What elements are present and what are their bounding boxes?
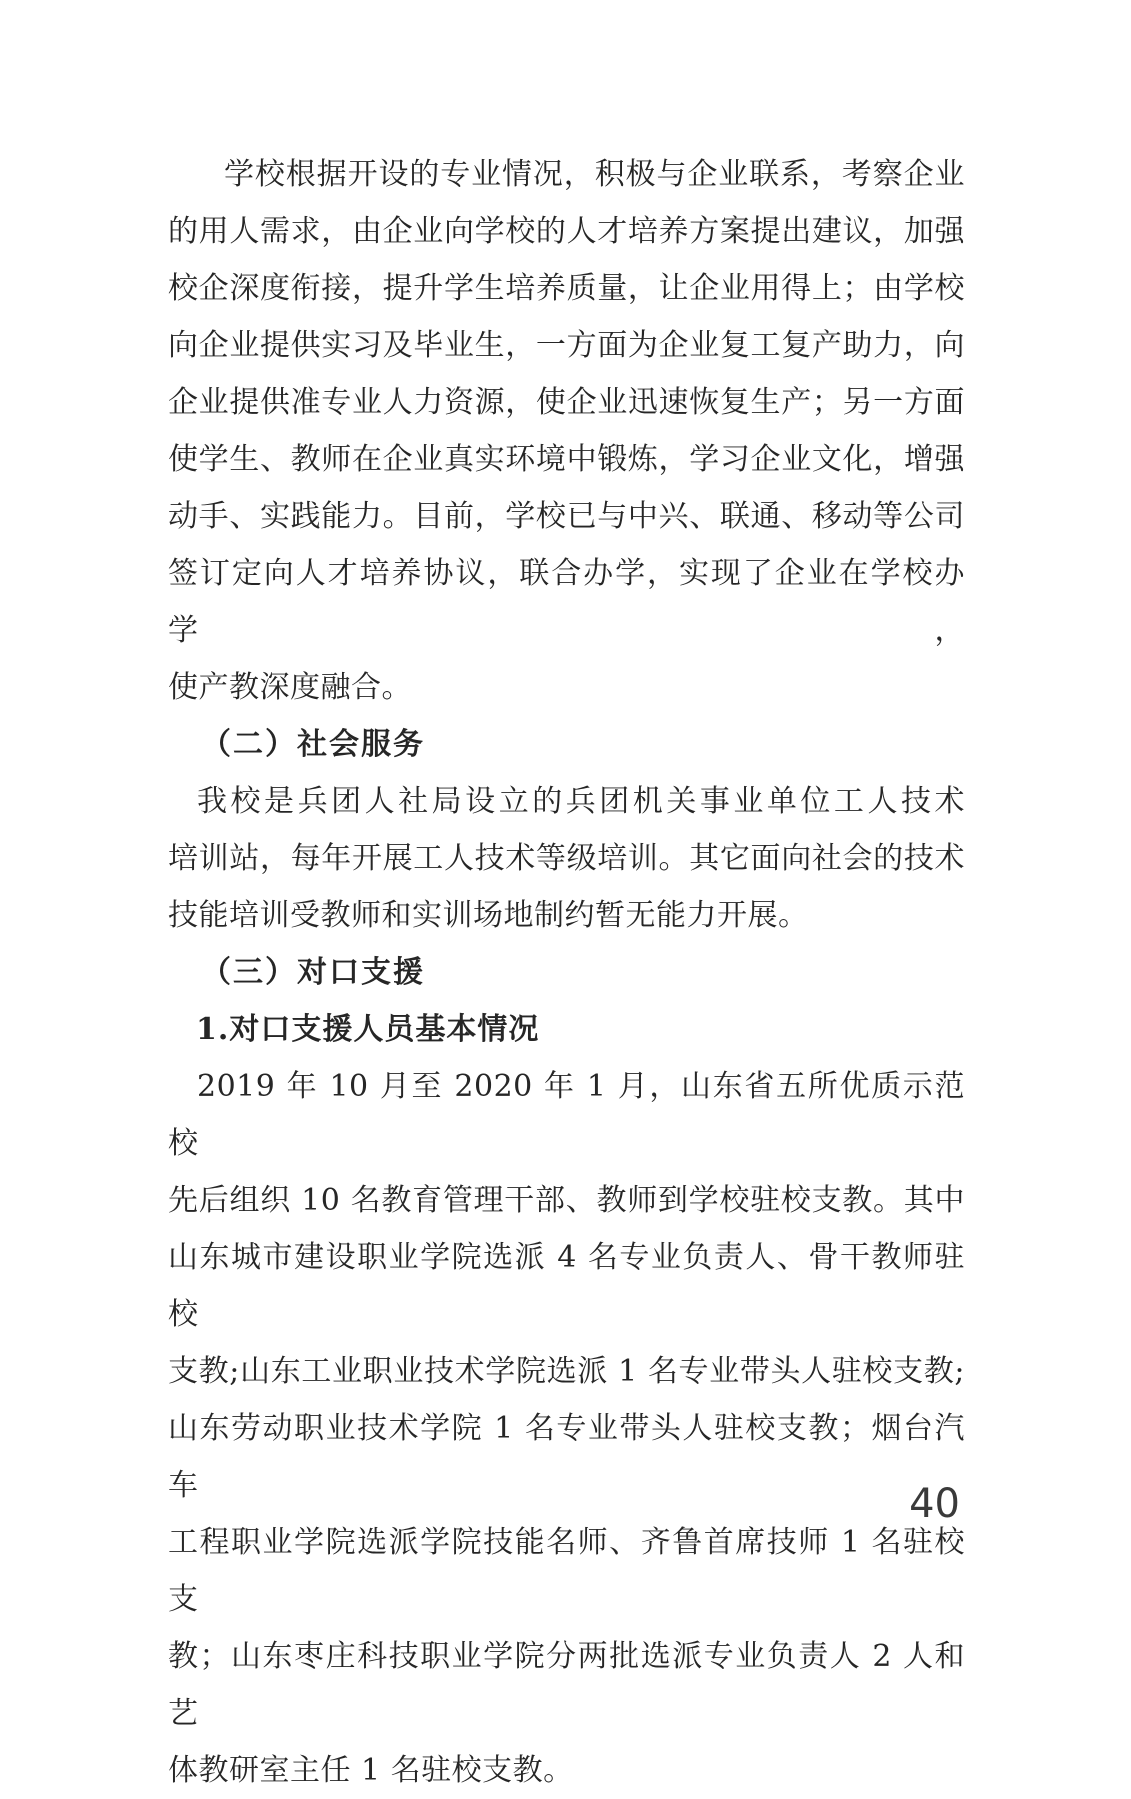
section-heading-social-service: （二）社会服务 — [201, 727, 425, 762]
text-line: 企业提供准专业人力资源，使企业迅速恢复生产；另一方面 — [168, 385, 965, 420]
text-line: 我校是兵团人社局设立的兵团机关事业单位工人技术 — [197, 784, 965, 819]
text-line: 动手、实践能力。目前，学校已与中兴、联通、移动等公司 — [168, 499, 965, 534]
text-line: 体教研室主任 1 名驻校支教。 — [168, 1753, 574, 1788]
text-line: 培训站，每年开展工人技术等级培训。其它面向社会的技术 — [168, 841, 965, 876]
page-body — [168, 146, 965, 1799]
text-line: 签订定向人才培养协议，联合办学，实现了企业在学校办学， — [168, 556, 965, 648]
text-line: 山东城市建设职业学院选派 4 名专业负责人、骨干教师驻校 — [168, 1240, 965, 1332]
paragraph-school-enterprise — [168, 146, 965, 716]
page-number: 40 — [909, 1481, 960, 1527]
text-line: 的用人需求，由企业向学校的人才培养方案提出建议，加强 — [168, 214, 965, 249]
sub-heading-personnel-overview: 1.对口支援人员基本情况 — [196, 1012, 540, 1047]
text-line: 工程职业学院选派学院技能名师、齐鲁首席技师 1 名驻校支 — [168, 1525, 965, 1617]
text-line: 学校根据开设的专业情况，积极与企业联系，考察企业 — [224, 157, 965, 192]
text-line: 教；山东枣庄科技职业学院分两批选派专业负责人 2 人和艺 — [168, 1639, 965, 1731]
text-line: 使学生、教师在企业真实环境中锻炼，学习企业文化，增强 — [168, 442, 965, 477]
text-line: 山东劳动职业技术学院 1 名专业带头人驻校支教；烟台汽车 — [168, 1411, 965, 1503]
text-line: 2019 年 10 月至 2020 年 1 月，山东省五所优质示范校 — [168, 1069, 965, 1161]
text-line: 技能培训受教师和实训场地制约暂无能力开展。 — [168, 898, 809, 933]
text-line: 先后组织 10 名教育管理干部、教师到学校驻校支教。其中 — [168, 1183, 965, 1218]
text-line: 向企业提供实习及毕业生，一方面为企业复工复产助力，向 — [168, 328, 965, 363]
text-line: 支教;山东工业职业技术学院选派 1 名专业带头人驻校支教; — [168, 1354, 965, 1389]
paragraph-counterpart-support — [168, 1058, 965, 1799]
paragraph-social-service — [168, 773, 965, 944]
text-line: 使产教深度融合。 — [168, 670, 412, 705]
section-heading-counterpart-support: （三）对口支援 — [201, 955, 425, 990]
text-line: 校企深度衔接，提升学生培养质量，让企业用得上；由学校 — [168, 271, 965, 306]
